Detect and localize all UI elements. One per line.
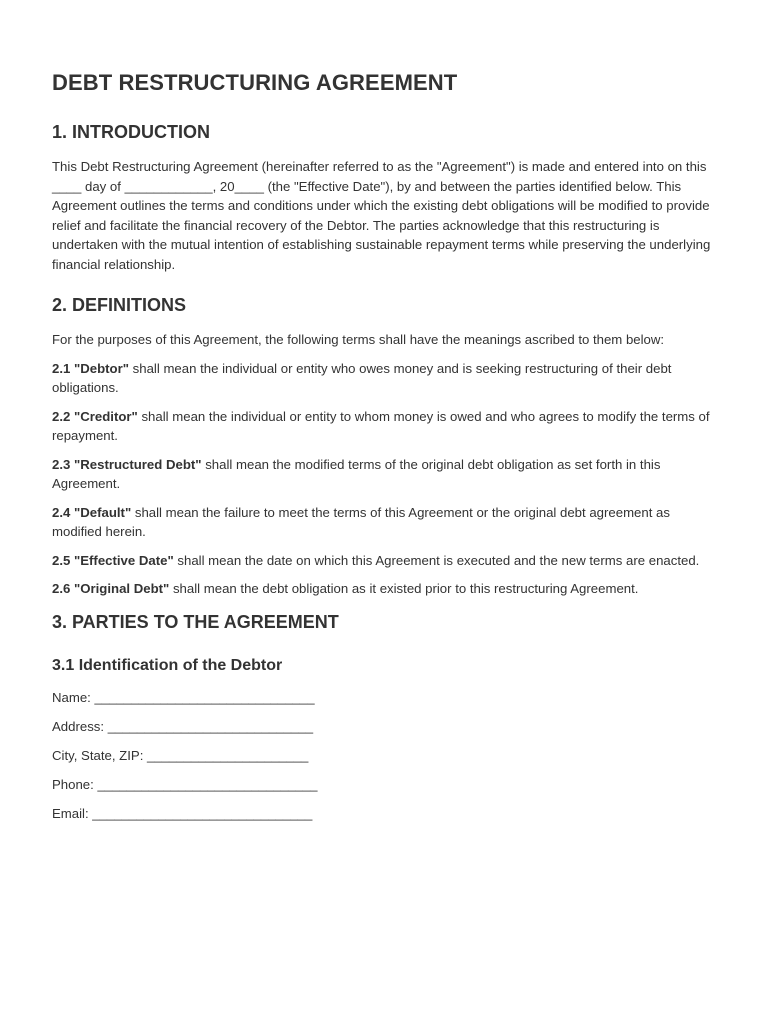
definition-text: shall mean the individual or entity who owes money and is seeking restructuring of their debt obligations. bbox=[52, 360, 672, 395]
definition-term: 2.2 "Creditor" bbox=[52, 408, 138, 424]
document-title: DEBT RESTRUCTURING AGREEMENT bbox=[52, 70, 458, 95]
definition-item-creditor bbox=[52, 407, 718, 446]
definition-text: shall mean the individual or entity to whom money is owed and who agrees to modify the terms of repayment. bbox=[52, 408, 710, 443]
debtor-name-field: Name: ______________________________ bbox=[52, 689, 315, 705]
definition-item-debtor bbox=[52, 359, 718, 398]
definition-item-effective-date bbox=[52, 551, 718, 571]
definition-term: 2.1 "Debtor" bbox=[52, 360, 129, 376]
definition-term: 2.4 "Default" bbox=[52, 504, 132, 520]
subsection-heading-debtor: 3.1 Identification of the Debtor bbox=[52, 656, 283, 674]
definition-term: 2.3 "Restructured Debt" bbox=[52, 456, 202, 472]
debtor-phone-field: Phone: ______________________________ bbox=[52, 776, 318, 792]
definition-text: shall mean the debt obligation as it existed prior to this restructuring Agreement. bbox=[169, 581, 639, 596]
section-heading-introduction: 1. INTRODUCTION bbox=[52, 122, 211, 142]
section-introduction bbox=[52, 122, 718, 274]
subsection-debtor-identification bbox=[52, 657, 718, 823]
debtor-address-field: Address: ____________________________ bbox=[52, 718, 314, 734]
definition-term: 2.5 "Effective Date" bbox=[52, 552, 174, 568]
definition-term: 2.6 "Original Debt" bbox=[52, 581, 170, 596]
definitions-intro-paragraph: For the purposes of this Agreement, the following terms shall have the meanings ascribed to them below: bbox=[52, 332, 665, 347]
section-heading-definitions: 2. DEFINITIONS bbox=[52, 295, 187, 315]
definition-item-restructured-debt bbox=[52, 455, 718, 494]
section-parties bbox=[52, 612, 718, 823]
definition-text: shall mean the date on which this Agreement is executed and the new terms are enacted. bbox=[173, 552, 700, 568]
debtor-city-state-zip-field: City, State, ZIP: ______________________ bbox=[52, 747, 309, 763]
definition-item-original-debt bbox=[52, 579, 718, 599]
section-definitions bbox=[52, 295, 718, 599]
definition-item-default bbox=[52, 503, 718, 542]
section-heading-parties: 3. PARTIES TO THE AGREEMENT bbox=[52, 611, 339, 632]
debtor-email-field: Email: ______________________________ bbox=[52, 805, 313, 821]
introduction-paragraph: This Debt Restructuring Agreement (hereinafter referred to as the "Agreement") is made and entered into on this ____ day of ____________, 20____ (the "Effective Date"), by and between the parties identified below. This Agreement outlines the terms and conditions under which the existing debt obligations will be modified to provide relief and facilitate the financial recovery of the Debtor. The parties acknowledge that this restructuring is undertaken with the mutual intention of establishing sustainable repayment terms while preserving the underlying financial relationship. bbox=[52, 159, 711, 272]
definition-text: shall mean the modified terms of the original debt obligation as set forth in this Agreement. bbox=[52, 456, 661, 491]
definition-text: shall mean the failure to meet the terms of this Agreement or the original debt agreement as modified herein. bbox=[52, 504, 670, 539]
